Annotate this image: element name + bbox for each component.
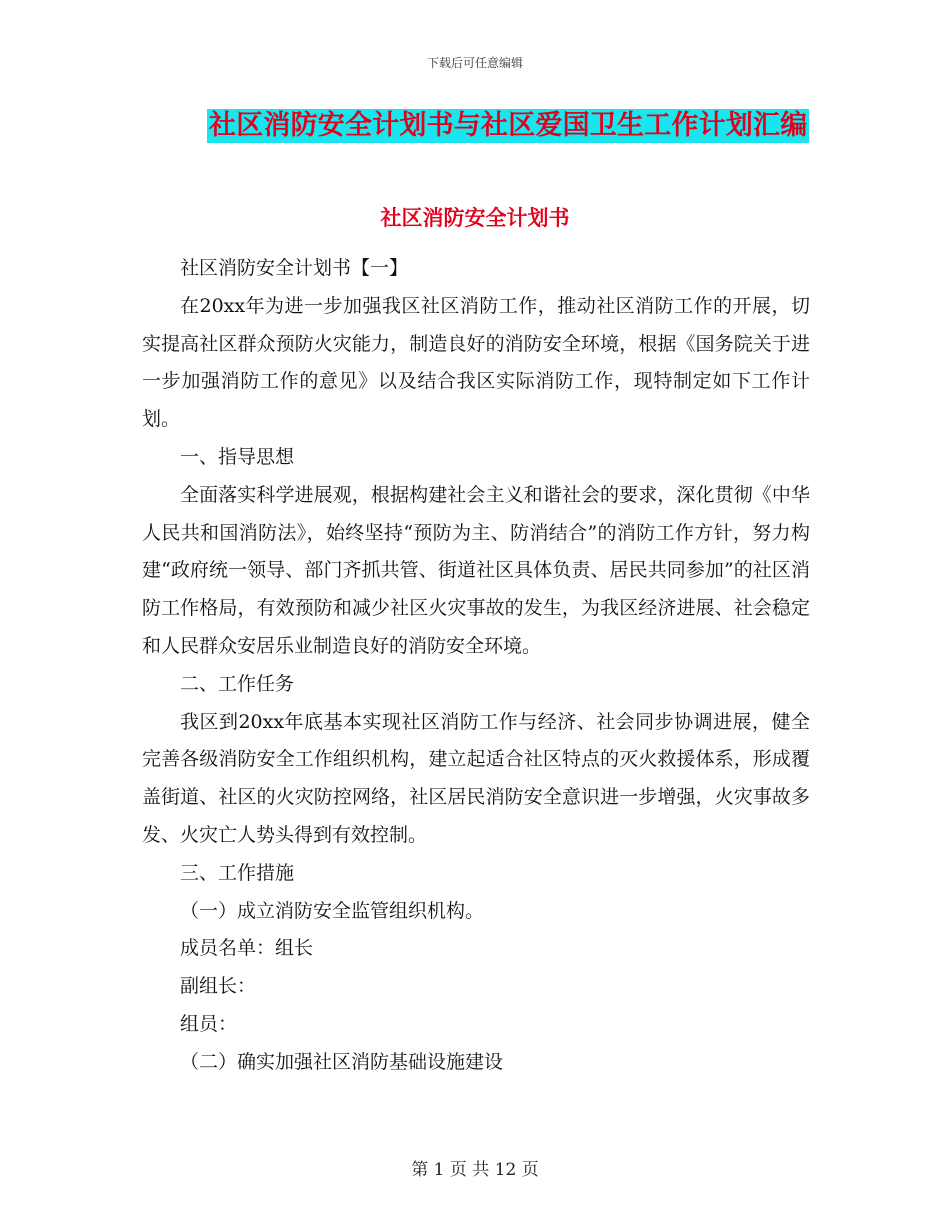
paragraph: 在20xx年为进一步加强我区社区消防工作，推动社区消防工作的开展，切实提高社区群众预防火灾能力，制造良好的消防安全环境，根据《国务院关于进一步加强消防工作的意见》以及结合我区实际消防工作，现特制定如下工作计划。 xyxy=(142,294,810,431)
heading-guiding-thought: 一、指导思想 xyxy=(180,445,295,468)
heading-work-tasks: 二、工作任务 xyxy=(180,672,295,695)
measure-item: （二）确实加强社区消防基础设施建设 xyxy=(180,1050,504,1073)
measure-item: （一）成立消防安全监管组织机构。 xyxy=(180,899,485,922)
paragraph: 我区到20xx年底基本实现社区消防工作与经济、社会同步协调进展，健全完善各级消防安全工作组织机构，建立起适合社区特点的灭火救援体系，形成覆盖街道、社区的火灾防控网络，社区居民消防安全意识进一步增强，火灾事故多发、火灾亡人势头得到有效控制。 xyxy=(142,710,810,846)
heading-work-measures: 三、工作措施 xyxy=(180,861,295,884)
page-number-footer: 第 1 页 共 12 页 xyxy=(411,1160,539,1180)
member-list-leader: 成员名单：组长 xyxy=(180,937,314,960)
paragraph-subtitle: 社区消防安全计划书【一】 xyxy=(180,257,409,279)
section-title: 社区消防安全计划书 xyxy=(380,205,570,230)
member-list-deputy: 副组长： xyxy=(180,975,257,998)
document-body xyxy=(142,250,810,1082)
paragraph: 全面落实科学进展观，根据构建社会主义和谐社会的要求，深化贯彻《中华人民共和国消防法》，始终坚持“预防为主、防消结合”的消防工作方针，努力构建“政府统一领导、部门齐抓共管、街道社区具体负责、居民共同参加”的社区消防工作格局，有效预防和减少社区火灾事故的发生，为我区经济进展、社会稳定和人民群众安居乐业制造良好的消防安全环境。 xyxy=(142,483,810,657)
page-header-note: 下载后可任意编辑 xyxy=(426,56,523,70)
document-title: 社区消防安全计划书与社区爱国卫生工作计划汇编 xyxy=(209,110,808,141)
member-list-members: 组员： xyxy=(180,1012,238,1035)
